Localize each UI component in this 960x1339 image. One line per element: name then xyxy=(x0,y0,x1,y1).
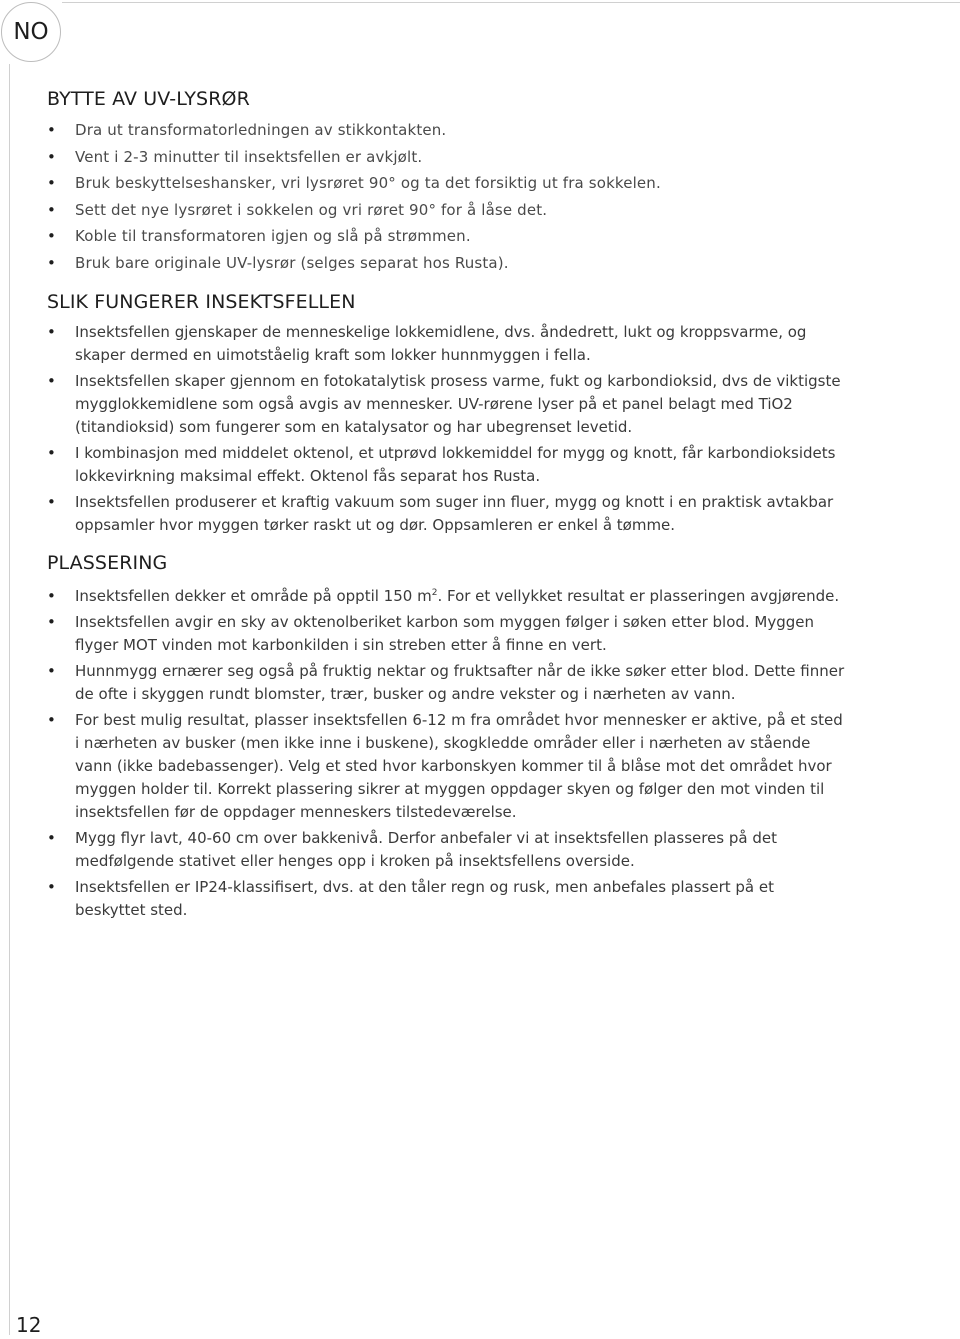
section-heading: BYTTE AV UV-LYSRØR xyxy=(47,88,250,110)
list-item: • For best mulig resultat, plasser insektsfellen 6-12 m fra området hvor mennesker er aktive, på et sted i nærheten av busker (men ikke inne i buskene), skogkledde områder eller i nærheten av stående vann (ikke badebassenger). Velg et sted hvor karbonskyen kommer til å blåse mot det området hvor myggen holder til. Korrekt plassering sikrer at myggen oppdager skyen og følger den mot vinden til insektsfellen før de oppdager menneskers tilstedeværelse. xyxy=(47,709,847,824)
list-item: • Insektsfellen skaper gjennom en fotokatalytisk prosess varme, fukt og karbondioksid, dvs de viktigste mygglokkemidlene som også avgis av mennesker. UV-rørene lyser på et panel belagt med TiO2 (titandioksid) som fungerer som en katalysator og har ubegrenset levetid. xyxy=(47,370,847,440)
list-item: • Insektsfellen produserer et kraftig vakuum som suger inn fluer, mygg og knott i en praktisk avtakbar oppsamler hvor myggen tørker raskt ut og dør. Oppsamleren er enkel å tømme. xyxy=(47,491,847,538)
list-item: • Bruk beskyttelseshansker, vri lysrøret 90° og ta det forsiktig ut fra sokkelen. xyxy=(47,170,847,197)
list-item: • Dra ut transformatorledningen av stikkontakten. xyxy=(47,117,847,144)
list-item-text: Insektsfellen dekker et område på opptil 150 m xyxy=(75,586,432,605)
section-how-it-works xyxy=(47,289,847,538)
list-item: • Vent i 2-3 minutter til insektsfellen er avkjølt. xyxy=(47,144,847,171)
page-content xyxy=(47,86,847,925)
list-item: • Insektsfellen er IP24-klassifisert, dvs. at den tåler regn og rusk, men anbefales plassert på et beskyttet sted. xyxy=(47,876,847,922)
list-item: • Insektsfellen gjenskaper de menneskelige lokkemidlene, dvs. åndedrett, lukt og kroppsvarme, og skaper dermed en uimotståelig kraft som lokker hunnmyggen i fella. xyxy=(47,321,847,368)
page-frame-left-border xyxy=(9,64,10,1335)
list-item-text: . For et vellykket resultat er plasseringen avgjørende. xyxy=(437,586,840,605)
list-item: • I kombinasjon med middelet oktenol, et utprøvd lokkemiddel for mygg og knott, får karbondioksidets lokkevirkning maksimal effekt. Oktenol fås separat hos Rusta. xyxy=(47,442,847,489)
list-item: • Hunnmygg ernærer seg også på fruktig nektar og fruktsafter når de ikke søker etter blod. Dette finner de ofte i skyggen rundt blomster, trær, busker og andre vekster og i nærheten av vann. xyxy=(47,660,847,706)
bullet-list xyxy=(47,117,847,277)
page-frame-top-border xyxy=(62,2,960,3)
section-uv-tube-replacement xyxy=(47,86,847,277)
list-item: • Insektsfellen avgir en sky av oktenolberiket karbon som myggen følger i søken etter blod. Myggen flyger MOT vinden mot karbonkilden i sin streben etter å finne en vert. xyxy=(47,611,847,657)
section-heading: PLASSERING xyxy=(47,551,168,574)
page-number: 12 xyxy=(16,1313,42,1337)
list-item xyxy=(47,585,847,608)
language-badge: NO xyxy=(1,2,61,62)
section-heading: SLIK FUNGERER INSEKTSFELLEN xyxy=(47,290,356,313)
list-item: • Koble til transformatoren igjen og slå på strømmen. xyxy=(47,223,847,250)
bullet-list xyxy=(47,321,847,538)
superscript: 2 xyxy=(431,587,438,598)
list-item: • Bruk bare originale UV-lysrør (selges separat hos Rusta). xyxy=(47,250,847,277)
section-placement xyxy=(47,550,847,922)
list-item: • Sett det nye lysrøret i sokkelen og vri røret 90° for å låse det. xyxy=(47,197,847,224)
list-item: • Mygg flyr lavt, 40-60 cm over bakkenivå. Derfor anbefaler vi at insektsfellen plasseres på det medfølgende stativet eller henges opp i kroken på insektsfellens overside. xyxy=(47,827,847,873)
bullet-list xyxy=(47,585,847,922)
